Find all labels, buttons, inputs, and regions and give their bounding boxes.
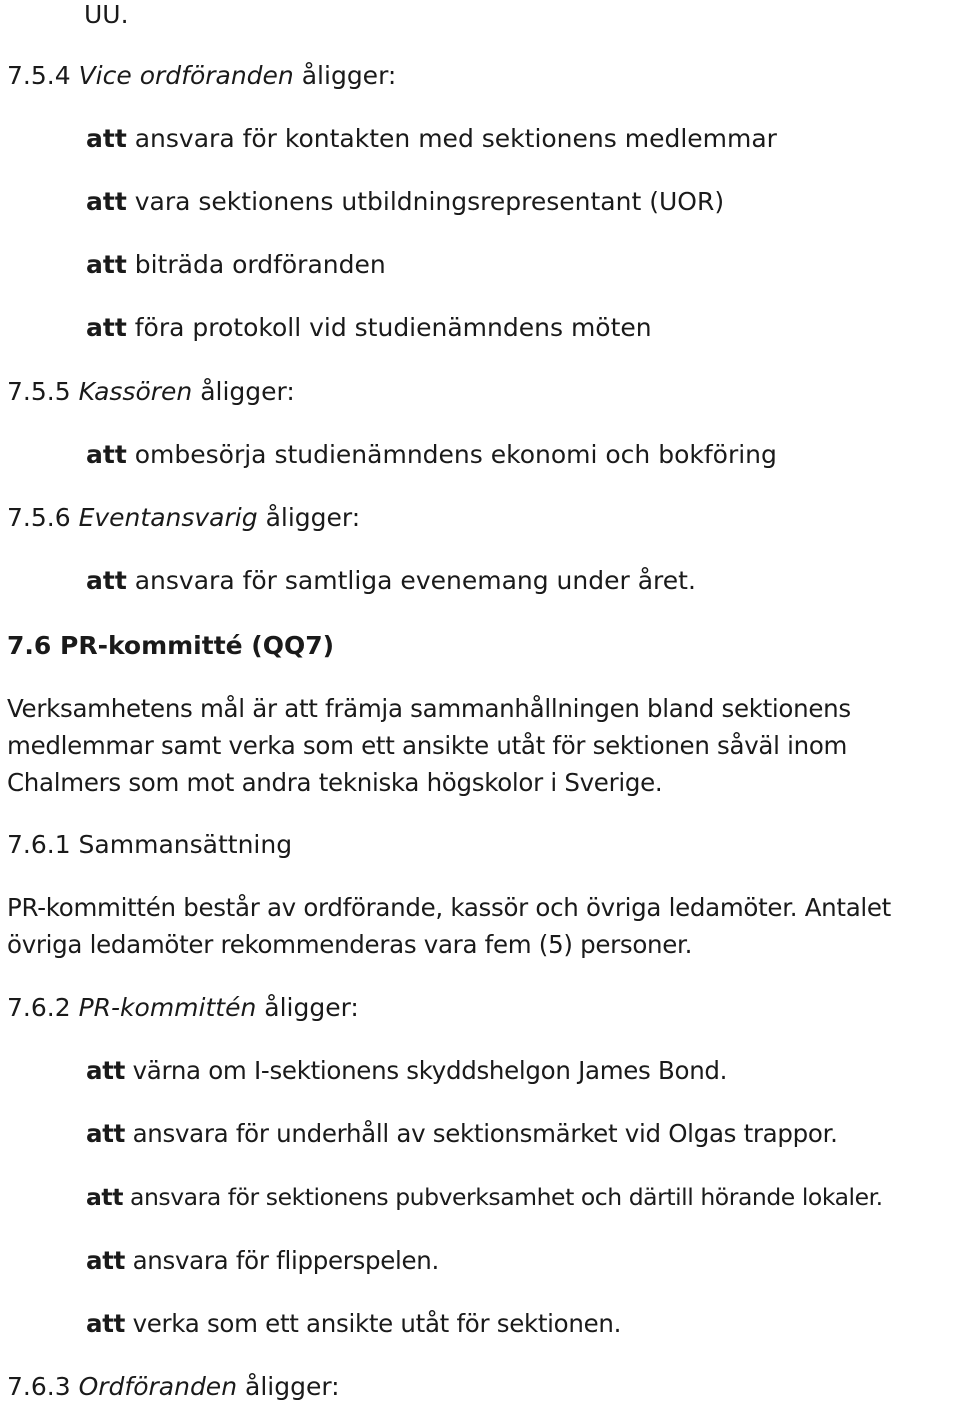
role-name: Eventansvarig bbox=[78, 503, 258, 532]
section-number: 7.5.4 bbox=[7, 61, 71, 90]
section-7-6-2-heading bbox=[7, 993, 359, 1023]
duty-text: värna om I-sektionens skyddshelgon James Bond. bbox=[132, 1056, 728, 1085]
duty-item bbox=[86, 313, 652, 343]
att-keyword: att bbox=[86, 313, 127, 342]
section-7-5-6-heading bbox=[7, 503, 360, 533]
att-keyword: att bbox=[86, 124, 127, 153]
role-verb: åligger: bbox=[265, 503, 361, 532]
paragraph-line: övriga ledamöter rekommenderas vara fem (5) personer. bbox=[7, 930, 693, 959]
section-number: 7.6.2 bbox=[7, 993, 71, 1022]
role-verb: åligger: bbox=[200, 377, 295, 406]
duty-item bbox=[86, 440, 777, 470]
att-keyword: att bbox=[86, 1119, 126, 1148]
role-name: PR-kommittén bbox=[78, 993, 257, 1022]
section-7-6-heading: 7.6 PR-kommitté (QQ7) bbox=[7, 631, 335, 660]
duty-text: ansvara för sektionens pubverksamhet och därtill hörande lokaler. bbox=[130, 1183, 883, 1211]
att-keyword: att bbox=[86, 1056, 126, 1085]
section-7-6-3-heading bbox=[7, 1372, 340, 1402]
att-keyword: att bbox=[86, 1183, 123, 1211]
duty-item bbox=[86, 187, 724, 217]
role-name: Kassören bbox=[78, 377, 193, 406]
duty-text: ansvara för underhåll av sektionsmärket vid Olgas trappor. bbox=[132, 1119, 838, 1148]
duty-item bbox=[86, 1182, 883, 1212]
duty-item bbox=[86, 1119, 838, 1149]
att-keyword: att bbox=[86, 440, 127, 469]
att-keyword: att bbox=[86, 250, 127, 279]
section-number: 7.5.5 bbox=[7, 377, 71, 406]
section-7-5-4-heading bbox=[7, 61, 396, 91]
duty-text: ansvara för flipperspelen. bbox=[132, 1246, 440, 1275]
att-keyword: att bbox=[86, 566, 127, 595]
role-verb: åligger: bbox=[301, 61, 397, 90]
duty-item bbox=[86, 250, 386, 280]
section-number: 7.6.3 bbox=[7, 1372, 71, 1401]
duty-text: ansvara för samtliga evenemang under året. bbox=[134, 566, 696, 595]
duty-item bbox=[86, 1056, 727, 1086]
duty-text: verka som ett ansikte utåt för sektionen. bbox=[132, 1309, 622, 1338]
paragraph-line: Chalmers som mot andra tekniska högskolor i Sverige. bbox=[7, 768, 663, 797]
att-keyword: att bbox=[86, 1246, 126, 1275]
paragraph-line: PR-kommittén består av ordförande, kassör och övriga ledamöter. Antalet bbox=[7, 893, 891, 922]
duty-item bbox=[86, 1309, 621, 1339]
att-keyword: att bbox=[86, 1309, 126, 1338]
duty-text: vara sektionens utbildningsrepresentant (UOR) bbox=[134, 187, 725, 216]
duty-item bbox=[86, 1246, 439, 1276]
paragraph-line: medlemmar samt verka som ett ansikte utåt för sektionen såväl inom bbox=[7, 731, 848, 760]
duty-item bbox=[86, 566, 696, 596]
role-name: Ordföranden bbox=[78, 1372, 238, 1401]
duty-text: föra protokoll vid studienämndens möten bbox=[134, 313, 652, 342]
att-keyword: att bbox=[86, 187, 127, 216]
duty-text: ansvara för kontakten med sektionens medlemmar bbox=[134, 124, 777, 153]
role-name: Vice ordföranden bbox=[78, 61, 294, 90]
duty-item bbox=[86, 124, 777, 154]
paragraph-line: Verksamhetens mål är att främja sammanhållningen bland sektionens bbox=[7, 694, 851, 723]
role-verb: åligger: bbox=[264, 993, 359, 1022]
section-7-5-5-heading bbox=[7, 377, 295, 407]
duty-text: biträda ordföranden bbox=[134, 250, 386, 279]
duty-text: ombesörja studienämndens ekonomi och bokföring bbox=[134, 440, 777, 469]
top-fragment-text: UU. bbox=[84, 0, 129, 29]
role-verb: åligger: bbox=[245, 1372, 340, 1401]
section-7-6-1-heading: 7.6.1 Sammansättning bbox=[7, 830, 293, 859]
section-number: 7.5.6 bbox=[7, 503, 71, 532]
